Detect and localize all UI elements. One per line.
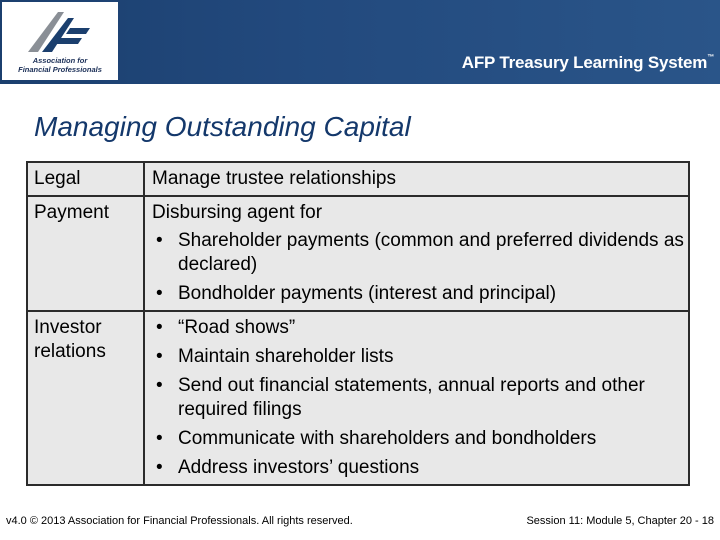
logo-line-1: Association for [32, 56, 88, 65]
trademark-mark: ™ [707, 54, 714, 61]
afp-logo [2, 2, 118, 80]
table-row [27, 162, 689, 196]
bullet-item: • Communicate with shareholders and bondholders [152, 427, 684, 451]
bullet-item: • Shareholder payments (common and preferred dividends as declared) [152, 229, 684, 277]
footer-copyright: v4.0 © 2013 Association for Financial Professionals. All rights reserved. [6, 515, 353, 527]
bullet-item: • Maintain shareholder lists [152, 345, 684, 369]
bullet-item: • Send out financial statements, annual reports and other required filings [152, 374, 684, 422]
row-label: Investor relations [27, 311, 144, 485]
table-row [27, 311, 689, 485]
bullet-list [152, 316, 684, 480]
content-table [26, 161, 690, 486]
row-intro: Disbursing agent for [152, 202, 323, 223]
page-title: Managing Outstanding Capital [34, 111, 411, 142]
table-row [27, 196, 689, 311]
bullet-list [152, 229, 684, 306]
brand-title [462, 53, 714, 73]
bullet-item: • Bondholder payments (interest and principal) [152, 282, 684, 306]
logo-wordmark [2, 56, 118, 74]
row-description [144, 311, 689, 485]
row-description [144, 162, 689, 196]
footer-session: Session 11: Module 5, Chapter 20 - 18 [526, 515, 714, 527]
bullet-item: • Address investors’ questions [152, 456, 684, 480]
row-description [144, 196, 689, 311]
header-banner [0, 0, 720, 84]
brand-text: AFP Treasury Learning System [461, 53, 708, 72]
bullet-item: • “Road shows” [152, 316, 684, 340]
row-text: Manage trustee relationships [152, 168, 396, 189]
row-label: Payment [27, 196, 144, 311]
row-label: Legal [27, 162, 144, 196]
logo-line-2: Financial Professionals [18, 65, 102, 74]
afp-logo-icon [24, 8, 96, 56]
